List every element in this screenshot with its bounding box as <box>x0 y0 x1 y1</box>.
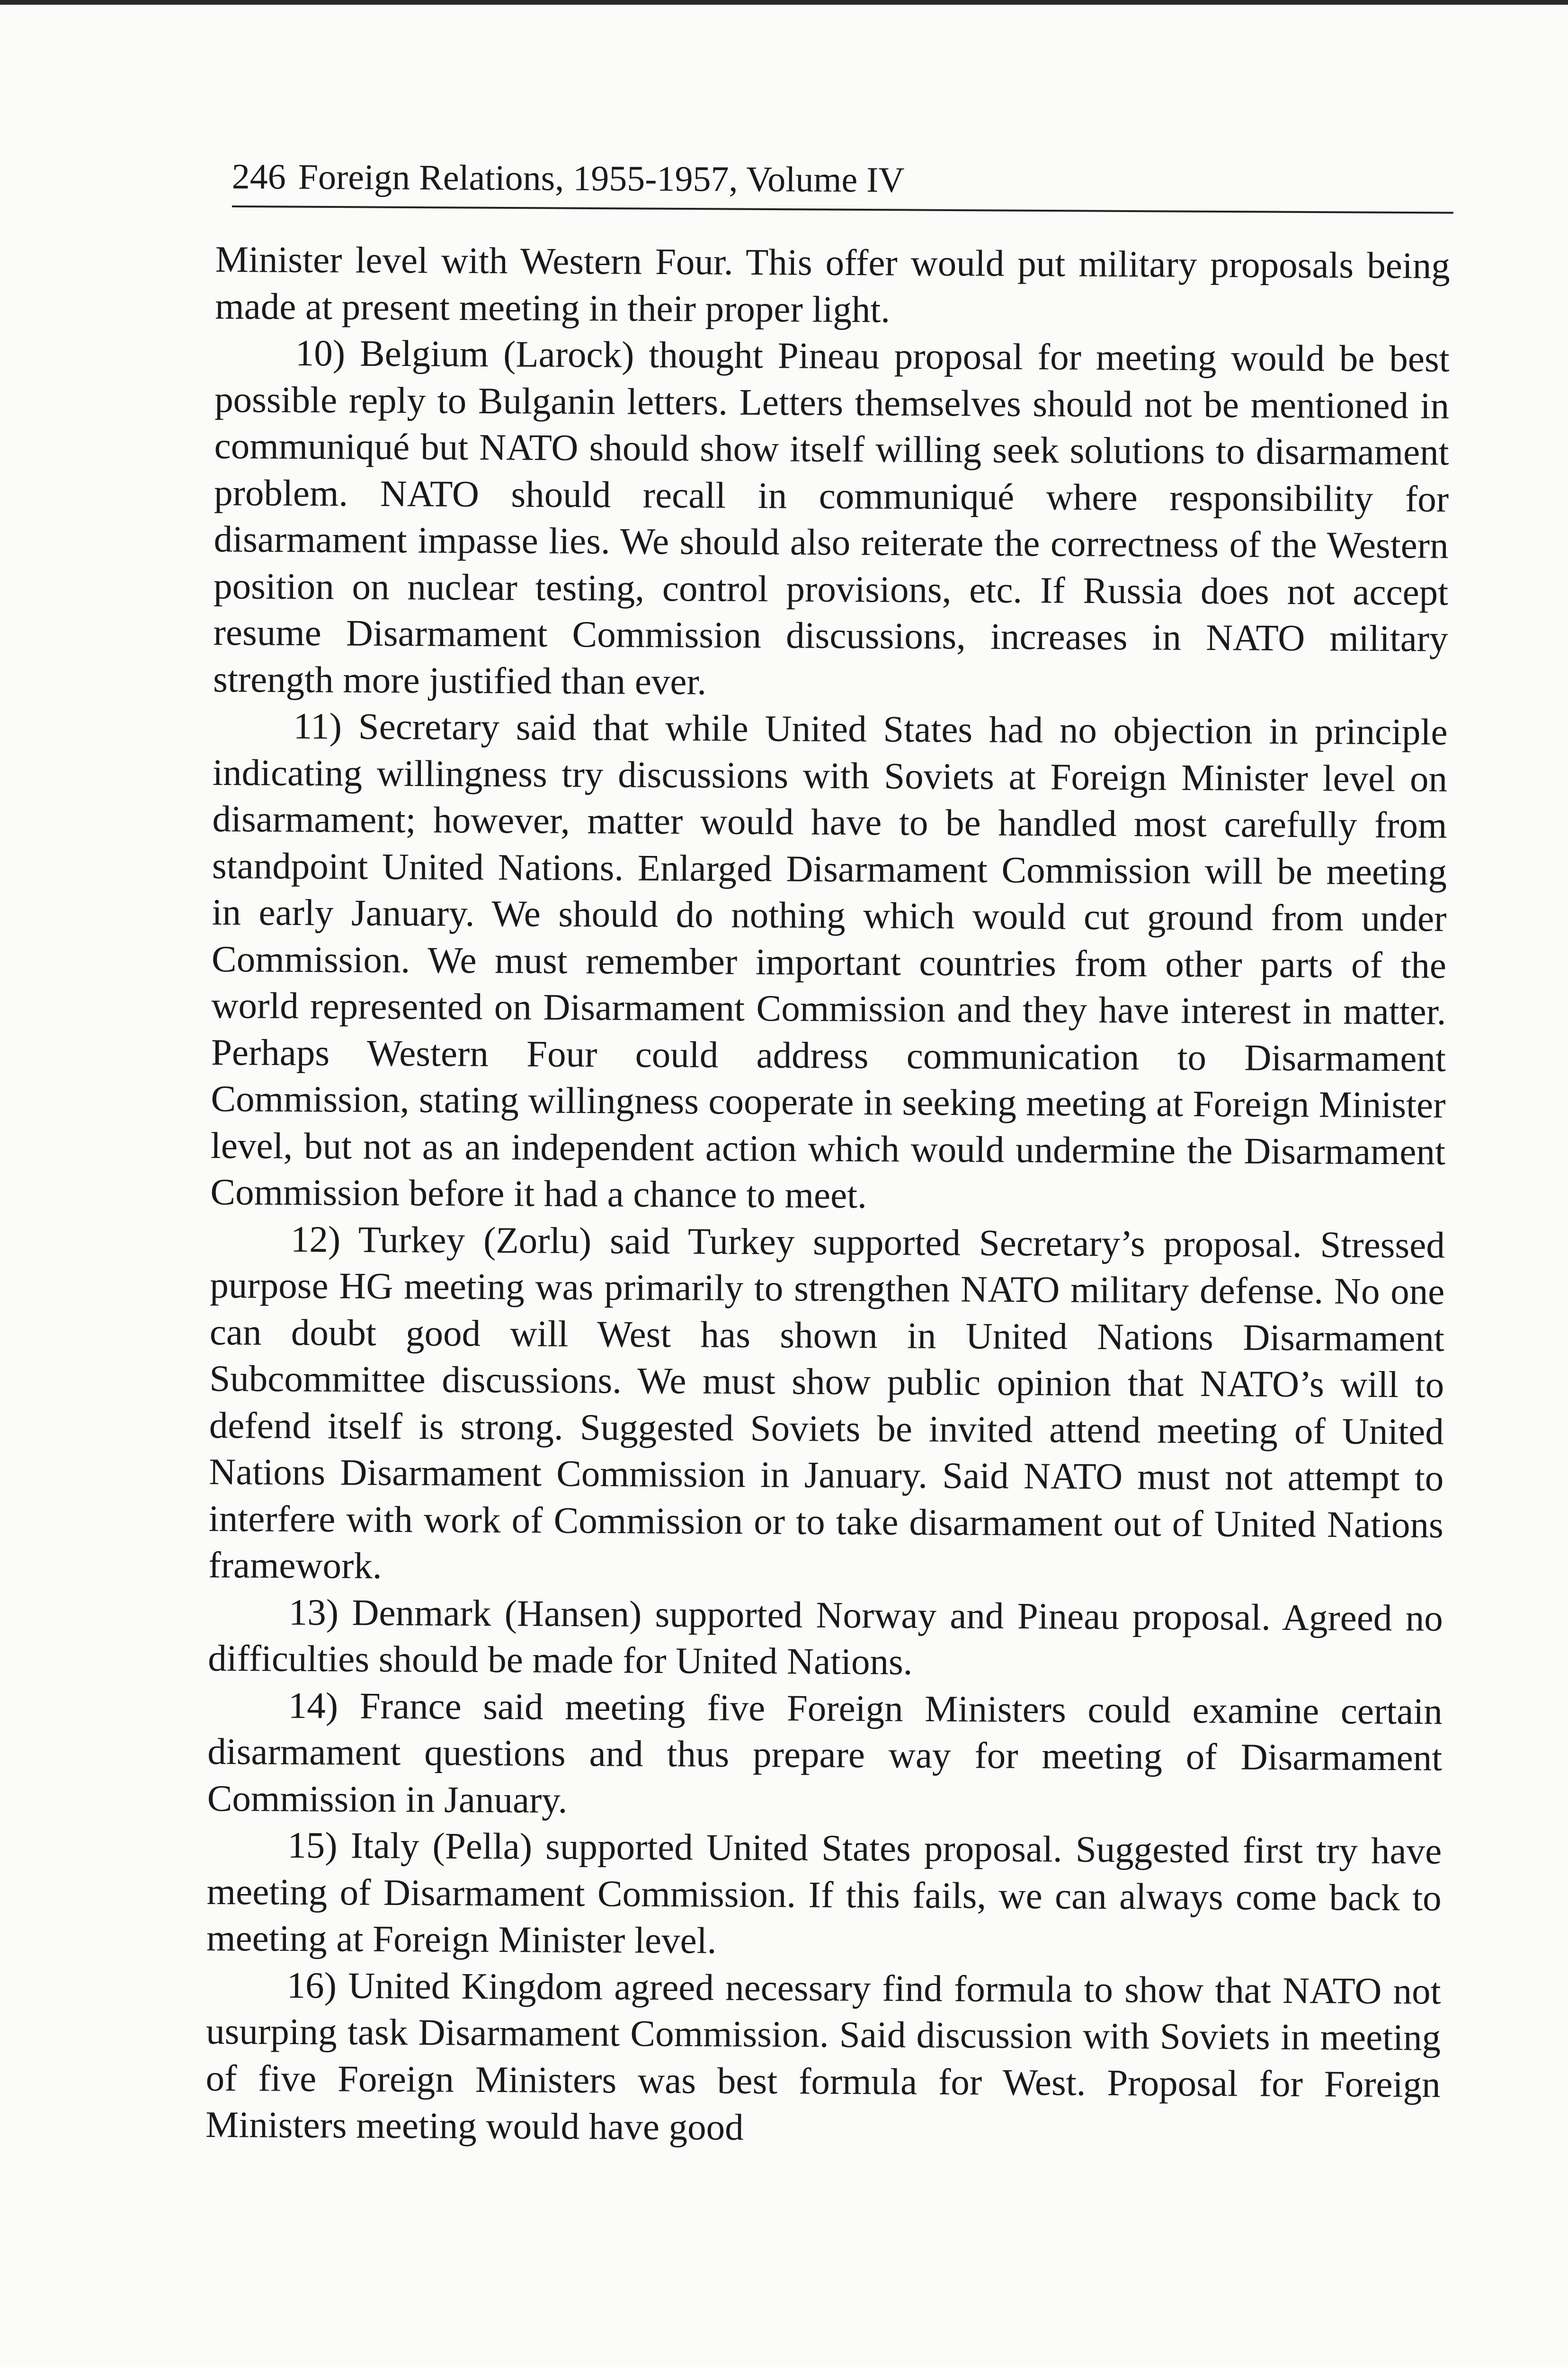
paragraph-10-belgium: 10) Belgium (Larock) thought Pineau proposal for meeting would be best possible reply to Bulganin letters. Letters themselves should not be mentioned in communiqué but NATO should show itself willing seek solutions to disarmament problem. NATO should recall in communiqué where responsibility for disarmament impasse lies. We should also reiterate the correctness of the Western position on nuclear testing, control provisions, etc. If Russia does not accept resume Disarmament Commission discussions, increases in NATO military strength more justified than ever. <box>213 332 1450 703</box>
paragraph-16-united-kingdom: 16) United Kingdom agreed necessary find formula to show that NATO not usurping task Disarmament Commission. Said discussion with Soviets in meeting of five Foreign Ministers was best formula for West. Proposal for Foreign Ministers meeting would have good <box>205 1965 1441 2148</box>
running-title: Foreign Relations, 1955-1957, Volume IV <box>298 157 905 200</box>
body-text <box>205 237 1450 2155</box>
paragraph-continuation: Minister level with Western Four. This offer would put military proposals being made at present meeting in their proper light. <box>215 239 1450 330</box>
paragraph-15-italy: 15) Italy (Pella) supported United States proposal. Suggested first try have meeting of Disarmament Commission. If this fails, we can always come back to meeting at Foreign Minister level. <box>206 1824 1442 1962</box>
paragraph-13-denmark: 13) Denmark (Hansen) supported Norway and Pineau proposal. Agreed no difficulties should be made for United Nations. <box>208 1592 1443 1683</box>
page-number: 246 <box>232 156 286 197</box>
paragraph-11-secretary: 11) Secretary said that while United States had no objection in principle indicating willingness try discussions with Soviets at Foreign Minister level on disarmament; however, matter would have to be handled most carefully from standpoint United Nations. Enlarged Disarmament Commission will be meeting in early January. We should do nothing which would cut ground from under Commission. We must remember important countries from other parts of the world represented on Disarmament Commission and they have interest in matter. Perhaps Western Four could address communication to Disarmament Commission, stating willingness cooperate in seeking meeting at Foreign Minister level, but not as an independent action which would undermine the Disarmament Commission before it had a chance to meet. <box>210 705 1448 1217</box>
paragraph-12-turkey: 12) Turkey (Zorlu) said Turkey supported Secretary’s proposal. Stressed purpose HG meeting was primarily to strengthen NATO military defense. No one can doubt good will West has shown in United Nations Disarmament Subcommittee discussions. We must show public opinion that NATO’s will to defend itself is strong. Suggested Soviets be invited attend meeting of United Nations Disarmament Commission in January. Said NATO must not attempt to interfere with work of Commission or to take disarmament out of United Nations framework. <box>208 1219 1445 1587</box>
running-header <box>232 151 1453 209</box>
paragraph-14-france: 14) France said meeting five Foreign Ministers could examine certain disarmament questions and thus prepare way for meeting of Disarmament Commission in January. <box>207 1685 1443 1821</box>
scan-top-edge <box>0 0 1568 5</box>
